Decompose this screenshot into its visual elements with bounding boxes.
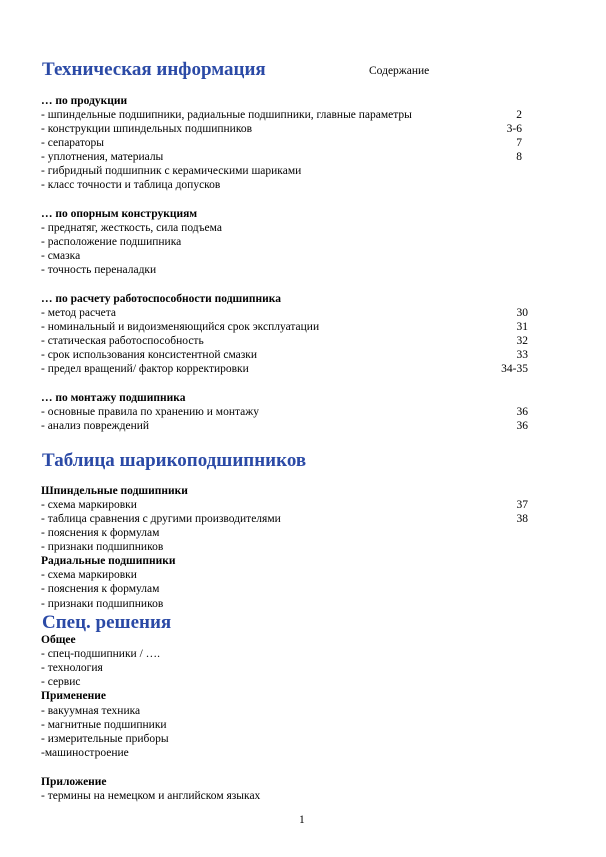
subheading-radial: Радиальные подшипники [41,555,176,567]
list-item: - шпиндельные подшипники, радиальные подшипники, главные параметры [41,109,412,121]
list-item: - уплотнения, материалы [41,151,164,163]
list-item: - спец-подшипники / …. [41,648,161,660]
list-item: - точность переналадки [41,264,157,276]
list-item: - конструкции шпиндельных подшипников [41,123,252,135]
subheading-general: Общее [41,634,76,646]
list-item: - магнитные подшипники [41,719,167,731]
list-item: - предел вращений/ фактор корректировки [41,363,249,375]
page-ref: 36 [516,406,528,418]
list-item: - смазка [41,250,81,262]
list-item: -машиностроение [41,747,129,759]
page-ref: 33 [516,349,528,361]
toc-label: Содержание [369,65,430,77]
list-item: - технология [41,662,103,674]
list-item: - статическая работоспособность [41,335,204,347]
list-item: - таблица сравнения с другими производителями [41,513,281,525]
list-item: - схема маркировки [41,499,137,511]
list-item: - схема маркировки [41,569,137,581]
page-ref: 8 [516,151,522,163]
list-item: - пояснения к формулам [41,527,160,539]
page-ref: 32 [516,335,528,347]
list-item: - метод расчета [41,307,116,319]
page-title: Техническая информация [42,59,266,80]
list-item: - анализ повреждений [41,420,150,432]
subheading-spindle: Шпиндельные подшипники [41,485,188,497]
page-ref: 2 [516,109,522,121]
list-item: - признаки подшипников [41,541,164,553]
page-number: 1 [299,814,305,826]
page-ref: 3-6 [506,123,522,135]
page-ref: 30 [516,307,528,319]
list-item: - вакуумная техника [41,705,141,717]
section-title-ball-table: Таблица шарикоподшипников [42,450,307,471]
section-title-special: Спец. решения [42,612,172,633]
list-item: - класс точности и таблица допусков [41,179,221,191]
list-item: - номинальный и видоизменяющийся срок эксплуатации [41,321,320,333]
list-item: - гибридный подшипник с керамическими шариками [41,165,302,177]
subheading-appendix: Приложение [41,776,107,788]
list-item: - признаки подшипников [41,598,164,610]
list-item: - измерительные приборы [41,733,169,745]
list-item: - сервис [41,676,81,688]
page-ref: 37 [516,499,528,511]
list-item: - пояснения к формулам [41,583,160,595]
page-ref: 36 [516,420,528,432]
page-ref: 31 [516,321,528,333]
subheading-application: Применение [41,690,106,702]
page-ref: 7 [516,137,522,149]
section-heading-mount: … по монтажу подшипника [41,392,186,404]
page-ref: 38 [516,513,528,525]
list-item: - преднатяг, жесткость, сила подъема [41,222,222,234]
list-item: - термины на немецком и английском языках [41,790,261,802]
list-item: - срок использования консистентной смазки [41,349,258,361]
list-item: - сепараторы [41,137,104,149]
section-heading-support: … по опорным конструкциям [41,208,198,220]
page-ref: 34-35 [501,363,528,375]
section-heading-calc: … по расчету работоспособности подшипника [41,293,281,305]
list-item: - основные правила по хранению и монтажу [41,406,259,418]
list-item: - расположение подшипника [41,236,182,248]
section-heading-product: … по продукции [41,95,128,107]
